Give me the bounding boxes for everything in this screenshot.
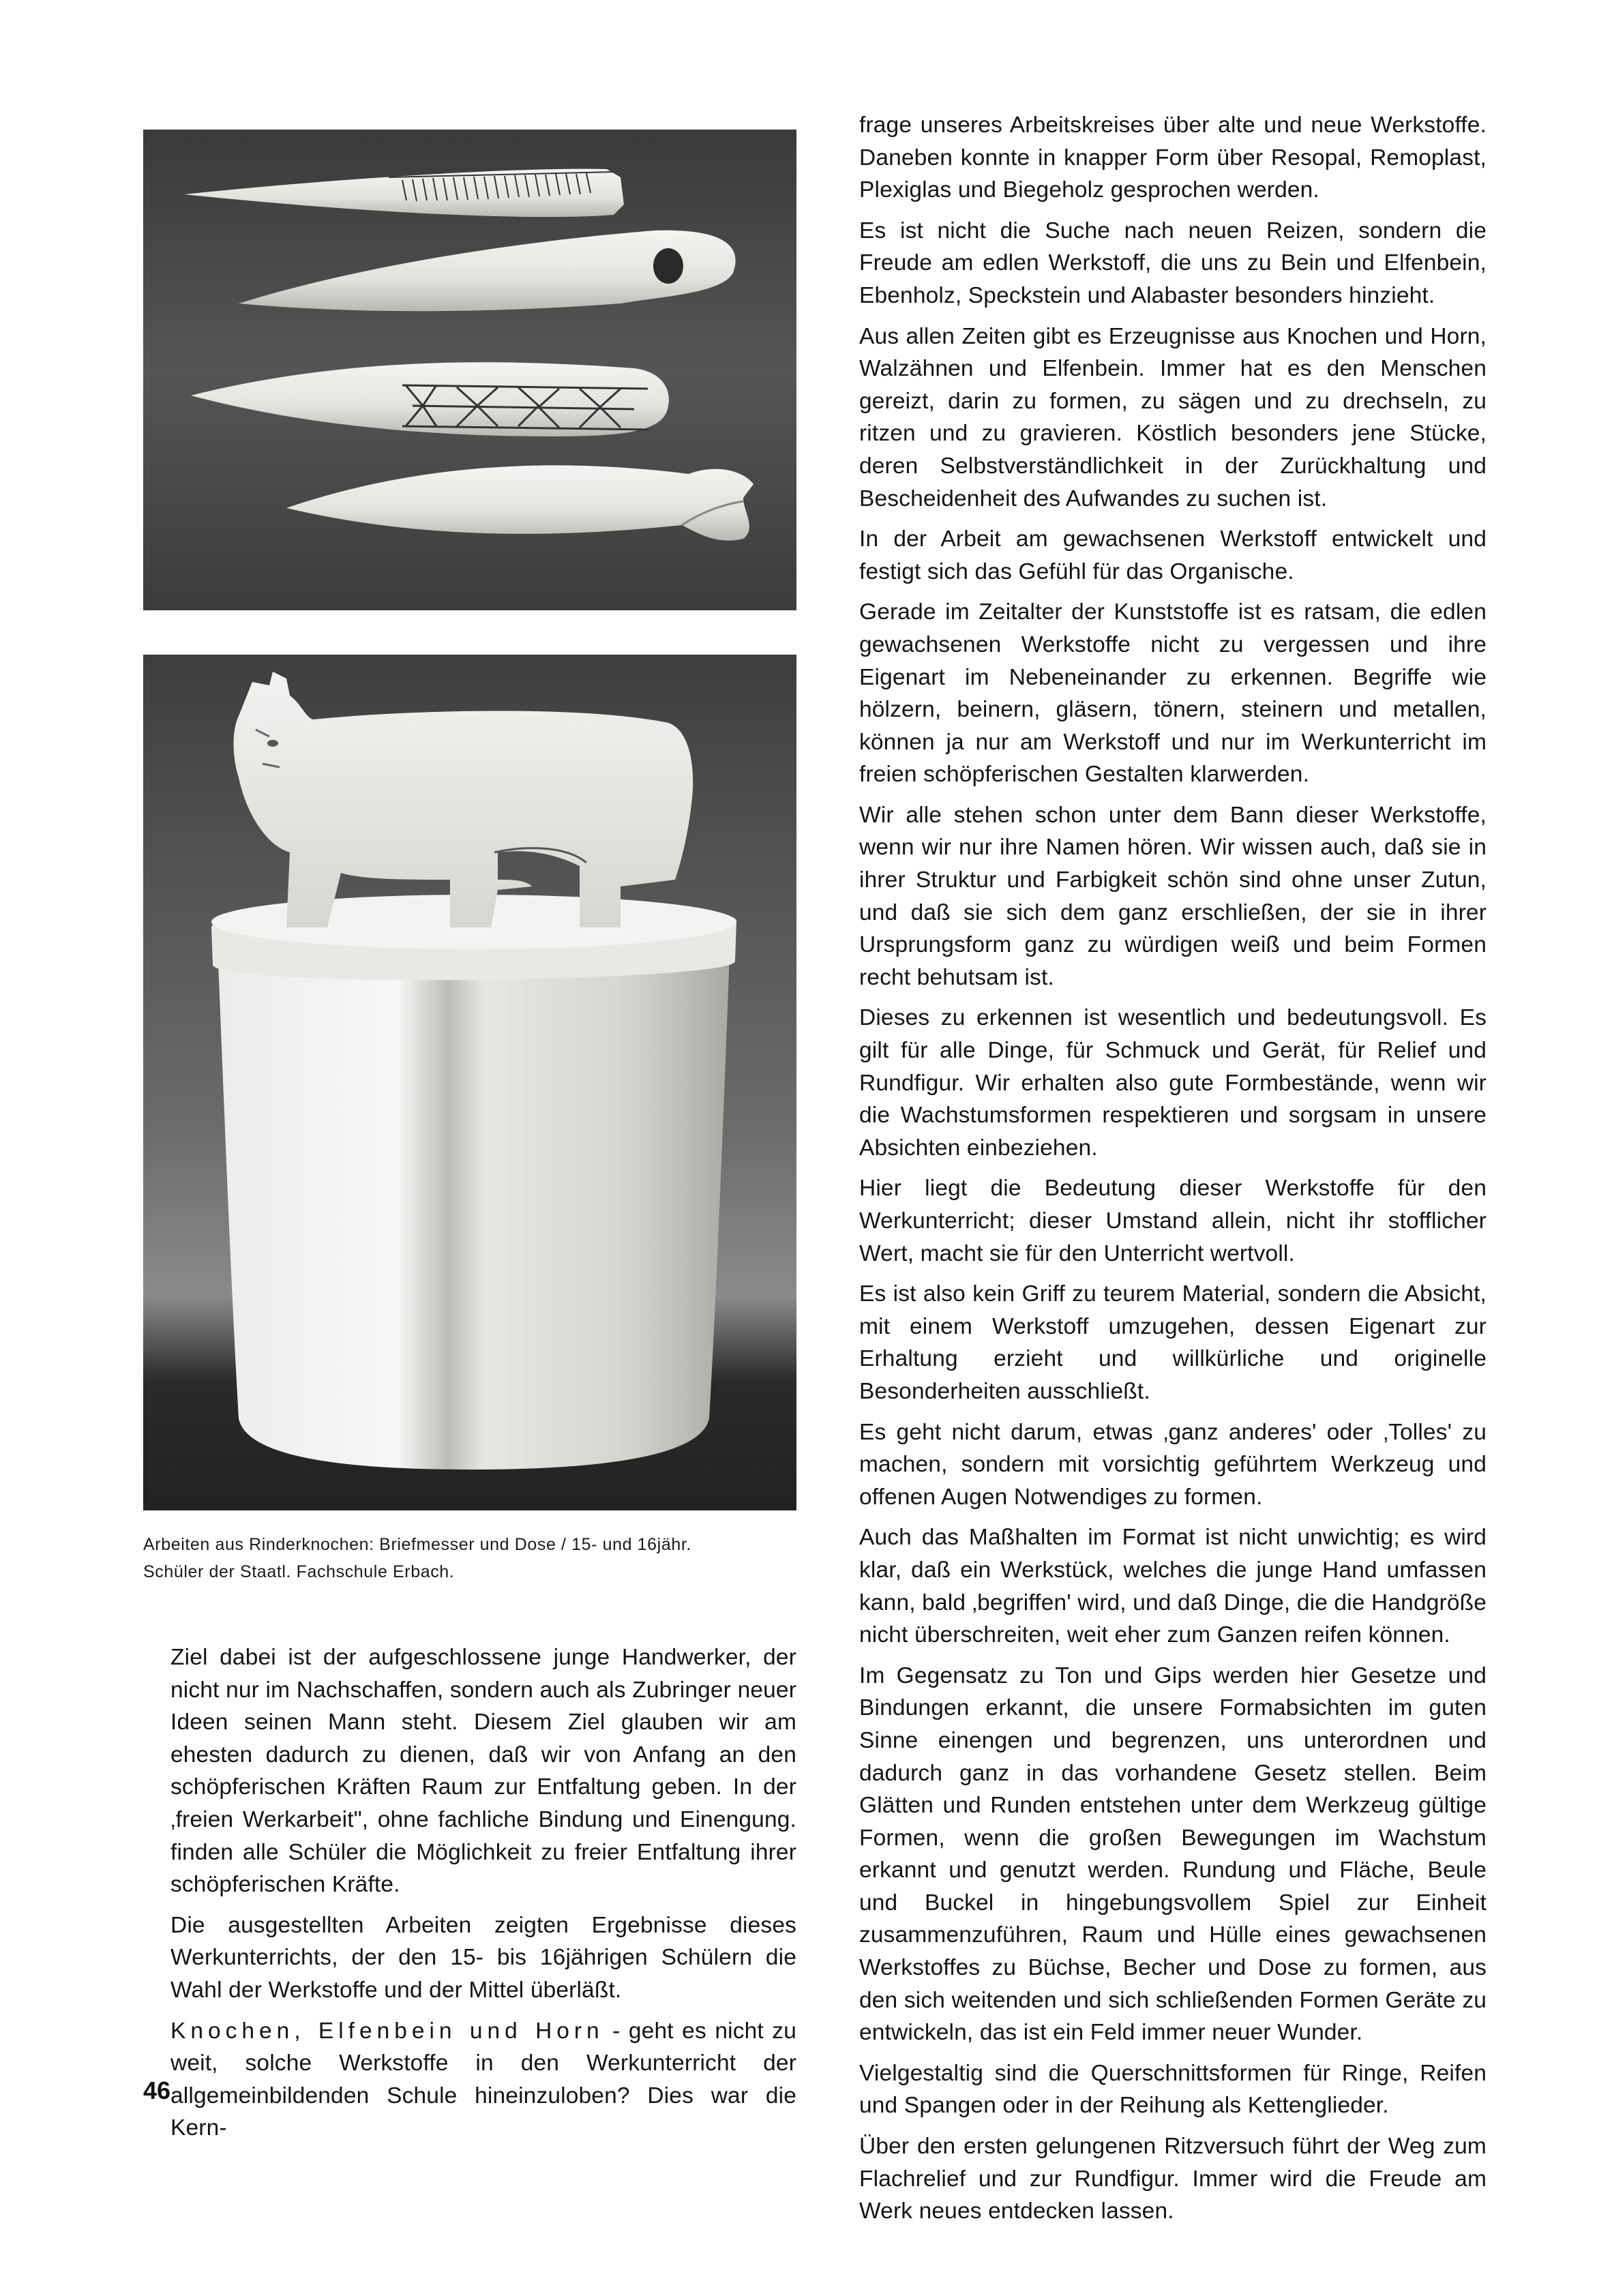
caption-line-2: Schüler der Staatl. Fachschule Erbach.: [143, 1562, 455, 1581]
right-paragraph-14: Über den ersten gelungenen Ritzversuch führt der Weg zum Flachrelief und zur Rundfigur. Immer wird die Freude am Werk neues entdecken lassen.: [859, 2134, 1487, 2224]
right-paragraph-1: frage unseres Arbeitskreises über alte und neue Werkstoffe. Daneben konnte in knapper Form über Resopal, Remoplast, Plexiglas und Biegeholz gesprochen werden.: [859, 113, 1487, 203]
right-paragraph-9: Es ist also kein Griff zu teurem Material, sondern die Absicht, mit einem Werkstoff umzugehen, dessen Eigenart zur Erhaltung erzieht und willkürliche und originelle Besonderheiten ausschließt.: [859, 1281, 1487, 1404]
right-paragraph-2: Es ist nicht die Suche nach neuen Reizen, sondern die Freude am edlen Werkstoff, die uns zu Bein und Elfenbein, Ebenholz, Speckstein und Alabaster besonders hinzieht.: [859, 218, 1487, 308]
left-paragraph-2: Die ausgestellten Arbeiten zeigten Ergebnisse dieses Werkunterrichts, der den 15- bis 16jährigen Schülern die Wahl der Werkstoffe und der Mittel überläßt.: [170, 1912, 796, 2003]
right-paragraph-11: Auch das Maßhalten im Format ist nicht unwichtig; es wird klar, daß ein Werkstück, welches die junge Hand umfassen kann, bald ‚begriffen' wird, und daß Dinge, die die Handgröße nicht überschreiten, weit eher zum Ganzen reifen können.: [859, 1525, 1487, 1648]
right-paragraph-3: Aus allen Zeiten gibt es Erzeugnisse aus Knochen und Horn, Walzähnen und Elfenbein. Immer hat es den Menschen gereizt, darin zu formen, zu sägen und zu drechseln, zu ritzen und zu gravieren. Köstlich besonders jene Stücke, deren Selbstverständlichkeit in der Zurückhaltung und Bescheidenheit des Aufwandes zu suchen ist.: [859, 323, 1487, 511]
left-paragraph-3: [170, 2015, 796, 2145]
left-column: [170, 1641, 796, 2153]
right-paragraph-4: In der Arbeit am gewachsenen Werkstoff entwickelt und festigt sich das Gefühl für das Organische.: [859, 526, 1487, 584]
box-photo: [143, 655, 796, 1510]
right-paragraph-6: Wir alle stehen schon unter dem Bann dieser Werkstoffe, wenn wir nur ihre Namen hören. Wir wissen auch, daß sie in ihrer Struktur und Farbigkeit schön sind ohne unser Zutun, und daß sie sich dem ganz erschließen, der sie in ihrer Ursprungsform ganz zu würdigen weiß und beim Formen recht behutsam ist.: [859, 802, 1487, 990]
right-paragraph-8: Hier liegt die Bedeutung dieser Werkstoffe für den Werkunterricht; dieser Umstand allein, nicht ihr stofflicher Wert, macht sie für den Unterricht wertvoll.: [859, 1176, 1487, 1266]
caption-line-1: Arbeiten aus Rinderknochen: Briefmesser und Dose / 15- und 16jähr.: [143, 1535, 691, 1554]
spaced-materials: Knochen, Elfenbein und Horn: [170, 2018, 604, 2044]
knives-photo: [143, 130, 796, 610]
photo-caption: [143, 1531, 796, 1585]
right-paragraph-10: Es geht nicht darum, etwas ‚ganz anderes' oder ‚Tolles' zu machen, sondern mit vorsichtig geführtem Werkzeug und offenen Augen Notwendiges zu formen.: [859, 1419, 1487, 1510]
box-body: [218, 955, 730, 1470]
right-paragraph-7: Dieses zu erkennen ist wesentlich und bedeutungsvoll. Es gilt für alle Dinge, für Schmuck und Gerät, für Relief und Rundfigur. Wir erhalten also gute Formbestände, wenn wir die Wachstumsformen respektieren und sorgsam in unsere Absichten einbeziehen.: [859, 1005, 1487, 1161]
right-paragraph-5: Gerade im Zeitalter der Kunststoffe ist es ratsam, die edlen gewachsenen Werkstoffe nicht zu vergessen und ihre Eigenart im Nebeneinander zu erkennen. Begriffe wie hölzern, beinern, gläsern, tönern, steinern und metallen, können ja nur am Werkstoff und nur im Werkunterricht im freien schöpferischen Gestalten klarwerden.: [859, 599, 1487, 788]
left-paragraph-3-rest: - geht es nicht zu weit, solche Werkstoffe in den Werkunterricht der allgemeinbildenden Schule hineinzuloben? Dies war die Kern-: [170, 2018, 796, 2141]
right-paragraph-13: Vielgestaltig sind die Querschnittsformen für Ringe, Reifen und Spangen oder in der Reihung als Kettenglieder.: [859, 2060, 1487, 2119]
right-paragraph-12: Im Gegensatz zu Ton und Gips werden hier Gesetze und Bindungen erkannt, die unsere Formabsichten im guten Sinne einengen und begrenzen, uns unterordnen und dadurch ganz in das vorhandene Gesetz stellen. Beim Glätten und Runden entstehen unter dem Werkzeug gültige Formen, wenn die großen Bewegungen im Wachstum erkannt und genutzt werden. Rundung und Fläche, Beule und Buckel in hingebungsvollem Spiel zur Einheit zusammenzuführen, Raum und Hülle eines gewachsenen Werkstoffes zu Büchse, Becher und Dose zu formen, aus den sich weitenden und sich schließenden Formen Geräte zu entwickeln, das ist ein Feld immer neuer Wunder.: [859, 1663, 1487, 2046]
right-column: [859, 109, 1487, 2236]
page-number: 46: [143, 2076, 171, 2104]
left-paragraph-1: Ziel dabei ist der aufgeschlossene junge Handwerker, der nicht nur im Nachschaffen, sondern auch als Zubringer neuer Ideen seinen Mann steht. Diesem Ziel glauben wir am ehesten dadurch zu dienen, daß wir von Anfang an den schöpferischen Kräften Raum zur Entfaltung geben. In der ‚freien Werkarbeit", ohne fachliche Bindung und Einengung. finden alle Schüler die Möglichkeit zu freier Entfaltung ihrer schöpferischen Kräfte.: [170, 1645, 796, 1898]
